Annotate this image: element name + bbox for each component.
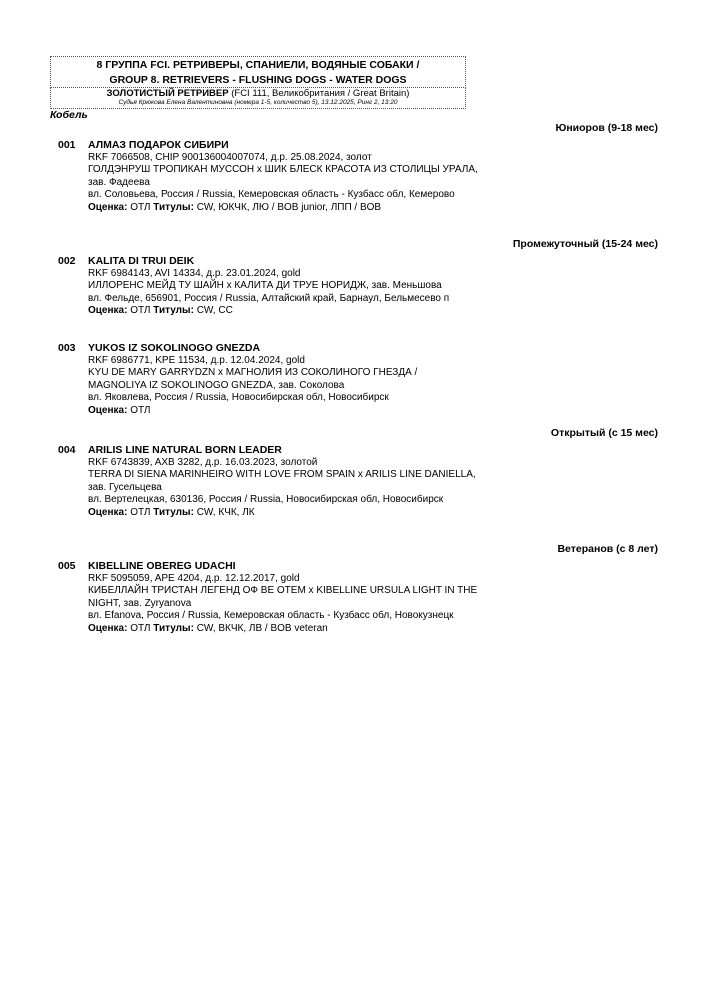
sex-heading: Кобель (50, 109, 88, 121)
catalog-number: 002 (58, 255, 76, 267)
class-title-open: Открытый (с 15 мес) (550, 427, 658, 439)
breed-header (50, 87, 466, 109)
dog-name: KALITA DI TRUI DEIK (88, 255, 195, 267)
owner: вл. Efanova, Россия / Russia, Кемеровская область - Кузбасс обл, Новокузнецк (88, 610, 454, 622)
grade-label: Оценка: (88, 201, 128, 213)
judge-line: Судья Крюкова Елена Валентиновна (номера 1-5, количество 5), 13.12.2025, Ринг 2, 13:20 (118, 99, 398, 106)
grade: ОТЛ (127, 201, 154, 213)
grade: ОТЛ (127, 506, 154, 518)
titles-label: Титулы: (153, 622, 194, 634)
group-title-en: GROUP 8. RETRIEVERS - FLUSHING DOGS - WATER DOGS (109, 74, 407, 86)
catalog-number: 003 (58, 342, 76, 354)
result-line (88, 202, 478, 215)
catalog-number: 005 (58, 560, 76, 572)
result-line (88, 405, 478, 418)
dog-name: АЛМАЗ ПОДАРОК СИБИРИ (88, 139, 229, 151)
pedigree: TERRA DI SIENA MARINHEIRO WITH LOVE FROM SPAIN x ARILIS LINE DANIELLA, зав. Гусельцева (88, 469, 476, 493)
registration: RKF 7066508, CHIP 900136004007074, д.р. 25.08.2024, золот (88, 151, 372, 163)
owner: вл. Вертелецкая, 630136, Россия / Russia, Новосибирская обл, Новосибирск (88, 494, 444, 506)
owner: вл. Фельде, 656901, Россия / Russia, Алтайский край, Барнаул, Бельмесево п (88, 292, 450, 304)
registration: RKF 6984143, AVI 14334, д.р. 23.01.2024, gold (88, 267, 301, 279)
grade: ОТЛ (127, 305, 154, 317)
registration: RKF 6986771, KPE 11534, д.р. 12.04.2024, gold (88, 354, 305, 366)
class-title-veteran: Ветеранов (с 8 лет) (557, 543, 658, 555)
group-title-ru: 8 ГРУППА FCI. РЕТРИВЕРЫ, СПАНИЕЛИ, ВОДЯНЫЕ СОБАКИ / (96, 59, 420, 71)
titles-label: Титулы: (153, 506, 194, 518)
registration: RKF 6743839, AXB 3282, д.р. 16.03.2023, золотой (88, 456, 318, 468)
result-line (88, 623, 478, 636)
titles: CW, ВКЧК, ЛВ / BOB veteran (193, 622, 328, 634)
owner: вл. Соловьева, Россия / Russia, Кемеровская область - Кузбасс обл, Кемерово (88, 189, 455, 201)
titles-label: Титулы: (153, 305, 194, 317)
dog-name: ARILIS LINE NATURAL BORN LEADER (88, 444, 282, 456)
titles-label: Титулы: (153, 201, 194, 213)
entry (58, 255, 478, 318)
entry (58, 139, 478, 215)
dog-name: YUKOS IZ SOKOLINOGO GNEZDA (88, 342, 261, 354)
titles: CW, КЧК, ЛК (193, 506, 255, 518)
catalog-number: 004 (58, 444, 76, 456)
grade-label: Оценка: (88, 305, 128, 317)
pedigree: ГОЛДЭНРУШ ТРОПИКАН МУССОН x ШИК БЛЕСК КРАСОТА ИЗ СТОЛИЦЫ УРАЛА, зав. Фадеева (88, 164, 478, 188)
grade: ОТЛ (127, 404, 151, 416)
entry (58, 342, 478, 418)
breed-name: ЗОЛОТИСТЫЙ РЕТРИВЕР (106, 88, 229, 99)
breed-info: (FCI 111, Великобритания / Great Britain) (228, 88, 410, 99)
titles: CW, CC (193, 305, 233, 317)
breed-line (51, 88, 465, 99)
registration: RKF 5095059, APE 4204, д.р. 12.12.2017, gold (88, 572, 300, 584)
pedigree: ИЛЛОРЕНС МЕЙД ТУ ШАЙН x КАЛИТА ДИ ТРУЕ НОРИДЖ, зав. Меньшова (88, 280, 442, 292)
class-title-junior: Юниоров (9-18 мес) (555, 122, 658, 134)
grade-label: Оценка: (88, 622, 128, 634)
result-line (88, 305, 478, 318)
entry (58, 444, 478, 520)
titles: CW, ЮКЧК, ЛЮ / BOB junior, ЛПП / BOB (193, 201, 382, 213)
catalog-number: 001 (58, 139, 76, 151)
class-title-intermediate: Промежуточный (15-24 мес) (512, 238, 658, 250)
grade: ОТЛ (127, 622, 154, 634)
grade-label: Оценка: (88, 404, 128, 416)
entry (58, 560, 478, 636)
grade-label: Оценка: (88, 506, 128, 518)
dog-name: KIBELLINE OBEREG UDACHI (88, 560, 236, 572)
pedigree: КИБЕЛЛАЙН ТРИСТАН ЛЕГЕНД ОФ ВЕ ОТЕМ x KIBELLINE URSULA LIGHT IN THE NIGHT, зав. Zyryanova (88, 585, 478, 609)
pedigree: KYU DE MARY GARRYDZN x МАГНОЛИЯ ИЗ СОКОЛИНОГО ГНЕЗДА / MAGNOLIYA IZ SOKOLINOGO GNEZDA, зав. Соколова (88, 367, 418, 391)
group-header (50, 56, 466, 88)
result-line (88, 507, 478, 520)
owner: вл. Яковлева, Россия / Russia, Новосибирская обл, Новосибирск (88, 392, 389, 404)
